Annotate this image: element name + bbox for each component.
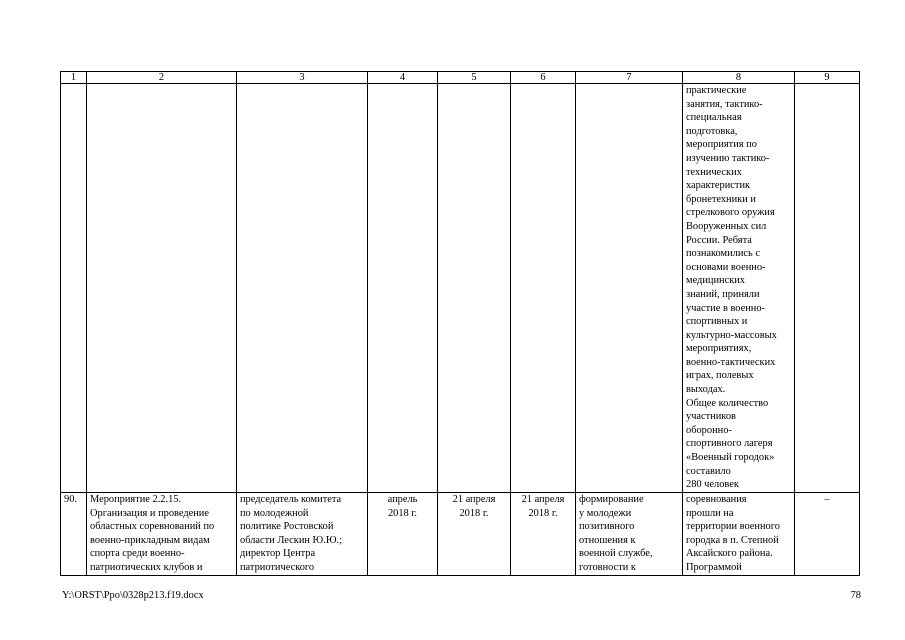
cell-line: стрелкового оружия <box>686 207 775 219</box>
cell-line: 21 апреля <box>452 494 496 505</box>
table-cell <box>576 84 683 493</box>
column-number: 2 <box>87 72 237 84</box>
cell-line: подготовка, <box>686 125 738 137</box>
cell-line: по молодежной <box>240 507 309 519</box>
cell-line: культурно-массовых <box>686 329 777 341</box>
table-row-90 <box>61 493 860 576</box>
cell-line: военной службе, <box>579 548 653 560</box>
table-cell <box>87 84 237 493</box>
cell-line: политике Ростовской <box>240 521 334 533</box>
column-number: 3 <box>237 72 368 84</box>
column-number: 5 <box>438 72 511 84</box>
cell-line: основами военно- <box>686 261 766 273</box>
cell-line: Мероприятие 2.2.15. <box>90 494 182 505</box>
table-cell <box>237 84 368 493</box>
column-number: 6 <box>511 72 576 84</box>
result-cell <box>683 84 795 493</box>
cell-line: апрель <box>387 494 418 505</box>
cell-line: Вооруженных сил <box>686 220 767 232</box>
responsible-cell <box>237 493 368 576</box>
cell-line: Аксайского района. <box>686 548 773 560</box>
table-row-continuation <box>61 84 860 493</box>
cell-line: патриотических клубов и <box>90 561 203 573</box>
cell-line: спорта среди военно- <box>90 548 185 560</box>
column-number: 7 <box>576 72 683 84</box>
cell-line: мероприятия по <box>686 139 757 151</box>
table-cell <box>511 84 576 493</box>
table-cell <box>438 84 511 493</box>
column-number: 1 <box>61 72 87 84</box>
cell-line: бронетехники и <box>686 193 756 205</box>
report-table <box>60 71 860 576</box>
cell-line: выходах. <box>686 384 726 396</box>
cell-line: спортивного лагеря <box>686 438 773 450</box>
expected-result-cell <box>576 493 683 576</box>
cell-line: России. Ребята <box>686 234 752 246</box>
cell-line: военно-прикладным видам <box>90 534 210 546</box>
planned-date-cell <box>368 493 438 576</box>
cell-line: области Лескин Ю.Ю.; <box>240 534 342 546</box>
cell-line: прошли на <box>686 507 734 519</box>
event-name-cell <box>87 493 237 576</box>
cell-line: председатель комитета <box>240 494 342 505</box>
cell-line: территории военного <box>686 521 780 533</box>
cell-line: «Военный городок» <box>686 452 775 464</box>
cell-line: 280 человек <box>686 479 739 491</box>
page-number: 78 <box>850 590 861 601</box>
cell-line: патриотического <box>240 561 315 573</box>
cell-line: участников <box>686 411 736 423</box>
column-number: 4 <box>368 72 438 84</box>
cell-line: технических <box>686 166 742 178</box>
end-date-cell <box>511 493 576 576</box>
cell-line: специальная <box>686 112 742 124</box>
cell-line: 21 апреля <box>521 494 565 505</box>
cell-line: соревнования <box>686 494 747 505</box>
column-number: 8 <box>683 72 795 84</box>
cell-line: знаний, приняли <box>686 288 760 300</box>
cell-line: областных соревнований по <box>90 521 215 533</box>
footer-file-path: Y:\ORST\Ppo\0328p213.f19.docx <box>62 590 204 601</box>
cell-line: спортивных и <box>686 316 748 328</box>
cell-line: познакомились с <box>686 248 760 260</box>
cell-line: Программой <box>686 561 742 573</box>
cell-line: составило <box>686 465 731 477</box>
cell-line: военно-тактических <box>686 356 776 368</box>
cell-line: отношения к <box>579 534 636 546</box>
table-cell <box>368 84 438 493</box>
cell-line: формирование <box>579 494 644 505</box>
column-number: 9 <box>795 72 860 84</box>
cell-line: изучению тактико- <box>686 152 770 164</box>
cell-line: готовности к <box>579 561 636 573</box>
actual-result-cell <box>683 493 795 576</box>
cell-line: оборонно- <box>686 424 732 436</box>
row-number-cell: 90. <box>61 493 87 576</box>
table-cell <box>795 84 860 493</box>
table-cell <box>61 84 87 493</box>
start-date-cell <box>438 493 511 576</box>
cell-line: у молодежи <box>579 507 632 519</box>
notes-cell: – <box>795 493 860 576</box>
cell-line: участие в военно- <box>686 302 766 314</box>
cell-line: Общее количество <box>686 397 769 409</box>
cell-line: занятия, тактико- <box>686 98 763 110</box>
cell-line: практические <box>686 85 747 96</box>
cell-line: мероприятиях, <box>686 343 752 355</box>
cell-line: 2018 г. <box>459 507 489 519</box>
cell-line: 2018 г. <box>387 507 418 519</box>
cell-line: директор Центра <box>240 548 316 560</box>
cell-line: позитивного <box>579 521 635 533</box>
cell-line: 2018 г. <box>528 507 558 519</box>
column-number-row <box>61 72 860 84</box>
cell-line: медицинских <box>686 275 745 287</box>
cell-line: играх, полевых <box>686 370 754 382</box>
cell-line: Организация и проведение <box>90 507 209 519</box>
cell-line: городка в п. Степной <box>686 534 779 546</box>
cell-line: характеристик <box>686 180 751 192</box>
